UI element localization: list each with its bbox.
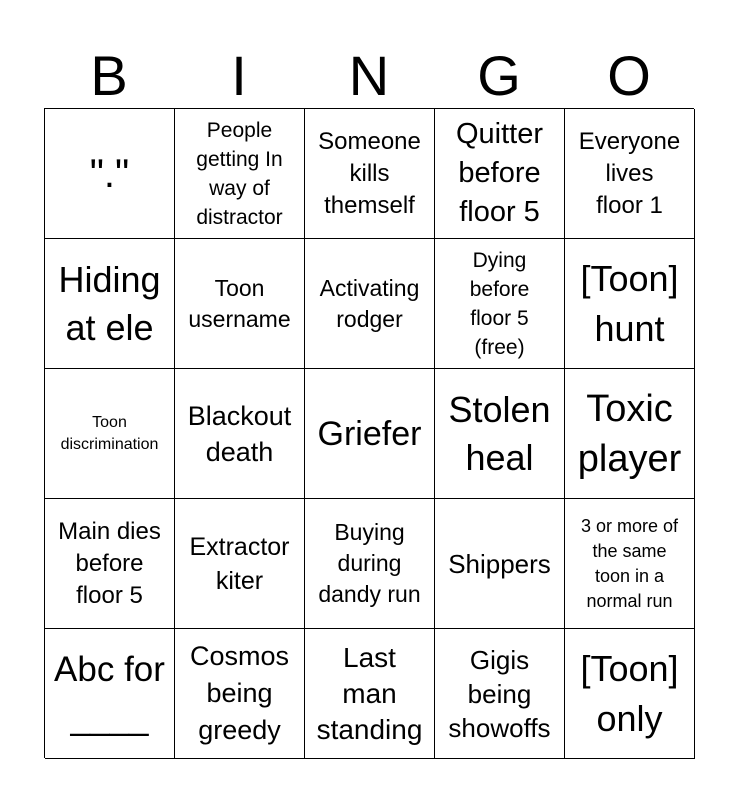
bingo-cell[interactable]	[175, 629, 305, 759]
bingo-cell[interactable]	[435, 499, 565, 629]
bingo-cell-text: Stolen heal	[448, 388, 551, 478]
bingo-cell[interactable]	[175, 369, 305, 499]
header-letter-o: O	[607, 44, 651, 107]
bingo-header	[44, 46, 694, 106]
bingo-cell-text: Abc for ____	[54, 649, 165, 737]
bingo-cell-text: Toon username	[188, 274, 291, 332]
bingo-cell[interactable]	[435, 239, 565, 369]
bingo-cell-text: [Toon] only	[580, 647, 679, 739]
header-letter-g: G	[477, 44, 521, 107]
bingo-cell-text: Dying before floor 5 (free)	[469, 248, 530, 359]
bingo-cell-text: Activating rodger	[319, 274, 420, 332]
bingo-cell[interactable]	[305, 239, 435, 369]
bingo-cell-text: 3 or more of the same toon in a normal run	[580, 515, 679, 611]
bingo-cell[interactable]	[45, 369, 175, 499]
bingo-cell-text: People getting In way of distractor	[196, 118, 283, 229]
bingo-cell-text: Quitter before floor 5	[455, 118, 544, 228]
header-letter-b: B	[90, 44, 128, 107]
bingo-cell[interactable]	[45, 499, 175, 629]
bingo-cell[interactable]	[565, 629, 695, 759]
bingo-cell[interactable]	[305, 629, 435, 759]
bingo-card	[44, 108, 694, 758]
bingo-cell[interactable]	[565, 369, 695, 499]
bingo-cell-text: Toxic player	[577, 387, 682, 480]
bingo-cell-text: Shippers	[448, 548, 551, 579]
bingo-cell-text: Hiding at ele	[58, 258, 161, 348]
bingo-cell[interactable]	[175, 239, 305, 369]
bingo-cell[interactable]	[435, 629, 565, 759]
bingo-cell-text: Buying during dandy run	[318, 519, 421, 607]
bingo-cell-text: [Toon] hunt	[580, 257, 679, 349]
bingo-cell-text: Gigis being showoffs	[448, 644, 551, 743]
bingo-cell-text: Extractor kiter	[189, 532, 290, 595]
bingo-cell[interactable]	[565, 109, 695, 239]
header-letter-i: I	[231, 44, 247, 107]
bingo-cell-text: Cosmos being greedy	[189, 641, 290, 745]
bingo-cell[interactable]	[435, 109, 565, 239]
bingo-cell-text: Someone kills themself	[318, 127, 421, 219]
bingo-cell[interactable]	[175, 499, 305, 629]
bingo-cell-text: Main dies before floor 5	[58, 517, 161, 609]
bingo-cell-text: Everyone lives floor 1	[578, 127, 681, 219]
bingo-cell-text: Last man standing	[316, 641, 423, 745]
bingo-cell-text: Blackout death	[187, 400, 292, 467]
bingo-cell-text: "."	[89, 151, 130, 196]
bingo-cell[interactable]	[305, 109, 435, 239]
bingo-cell[interactable]	[175, 109, 305, 239]
bingo-cell-text: Griefer	[317, 414, 422, 453]
bingo-cell-text: Toon discrimination	[60, 413, 159, 453]
bingo-cell[interactable]	[565, 239, 695, 369]
bingo-cell[interactable]	[565, 499, 695, 629]
bingo-cell[interactable]	[435, 369, 565, 499]
bingo-cell[interactable]	[45, 629, 175, 759]
bingo-cell[interactable]	[305, 499, 435, 629]
header-letter-n: N	[348, 44, 390, 107]
bingo-cell[interactable]	[305, 369, 435, 499]
bingo-cell[interactable]	[45, 109, 175, 239]
bingo-cell[interactable]	[45, 239, 175, 369]
